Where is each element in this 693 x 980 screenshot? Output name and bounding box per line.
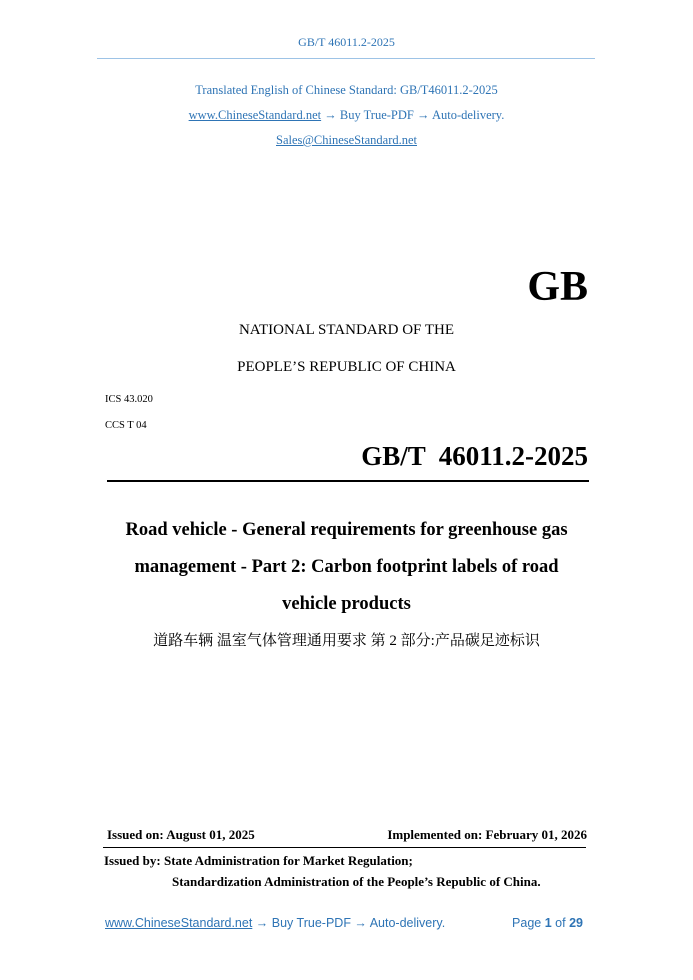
arrow-icon: → bbox=[350, 916, 370, 930]
standard-number-rule bbox=[107, 480, 589, 482]
gb-mark: GB bbox=[527, 264, 588, 310]
page-total: 29 bbox=[569, 916, 583, 930]
implemented-on-date: Implemented on: February 01, 2026 bbox=[387, 827, 587, 842]
english-title-line3: vehicle products bbox=[282, 594, 411, 614]
sales-email-link[interactable]: Sales@ChineseStandard.net bbox=[276, 133, 417, 147]
ccs-code: CCS T 04 bbox=[105, 420, 147, 431]
issued-by-line2: Standardization Administration of the People’s Republic of China. bbox=[172, 874, 541, 889]
translated-line: Translated English of Chinese Standard: GB/T46011.2-2025 bbox=[195, 83, 498, 97]
footer-links-row bbox=[105, 916, 445, 930]
header-website-link[interactable]: www.ChineseStandard.net bbox=[188, 108, 322, 122]
header-standard-code: GB/T 46011.2-2025 bbox=[298, 35, 395, 49]
email-row bbox=[0, 133, 693, 148]
issued-on-date: Issued on: August 01, 2025 bbox=[107, 827, 255, 842]
header-links-row bbox=[0, 108, 693, 123]
arrow-icon: → bbox=[413, 108, 432, 122]
page-current: 1 bbox=[544, 916, 552, 930]
header-rule bbox=[97, 58, 595, 59]
footer-buy-pdf-link[interactable]: Buy True-PDF bbox=[271, 916, 351, 930]
chinese-title: 道路车辆 温室气体管理通用要求 第 2 部分:产品碳足迹标识 bbox=[153, 633, 540, 649]
dates-rule bbox=[103, 847, 586, 848]
buy-pdf-link[interactable]: Buy True-PDF bbox=[339, 108, 414, 122]
arrow-icon: → bbox=[321, 108, 340, 122]
page-label: Page bbox=[512, 916, 542, 930]
national-standard-line2: PEOPLE’S REPUBLIC OF CHINA bbox=[237, 359, 456, 375]
ics-code: ICS 43.020 bbox=[105, 394, 153, 405]
english-title-line1: Road vehicle - General requirements for greenhouse gas bbox=[125, 520, 568, 540]
issued-by-line1: Issued by: State Administration for Market Regulation; bbox=[104, 853, 413, 868]
national-standard-line1: NATIONAL STANDARD OF THE bbox=[238, 322, 455, 338]
arrow-icon: → bbox=[252, 916, 272, 930]
english-title-line2: management - Part 2: Carbon footprint labels of road bbox=[134, 557, 559, 577]
footer-website-link[interactable]: www.ChineseStandard.net bbox=[105, 916, 253, 930]
footer-auto-delivery-link[interactable]: Auto-delivery. bbox=[369, 916, 446, 930]
page-of-label: of bbox=[555, 916, 566, 930]
standard-number: GB/T 46011.2-2025 bbox=[361, 441, 588, 471]
auto-delivery-link[interactable]: Auto-delivery. bbox=[431, 108, 505, 122]
page-indicator bbox=[512, 916, 583, 930]
